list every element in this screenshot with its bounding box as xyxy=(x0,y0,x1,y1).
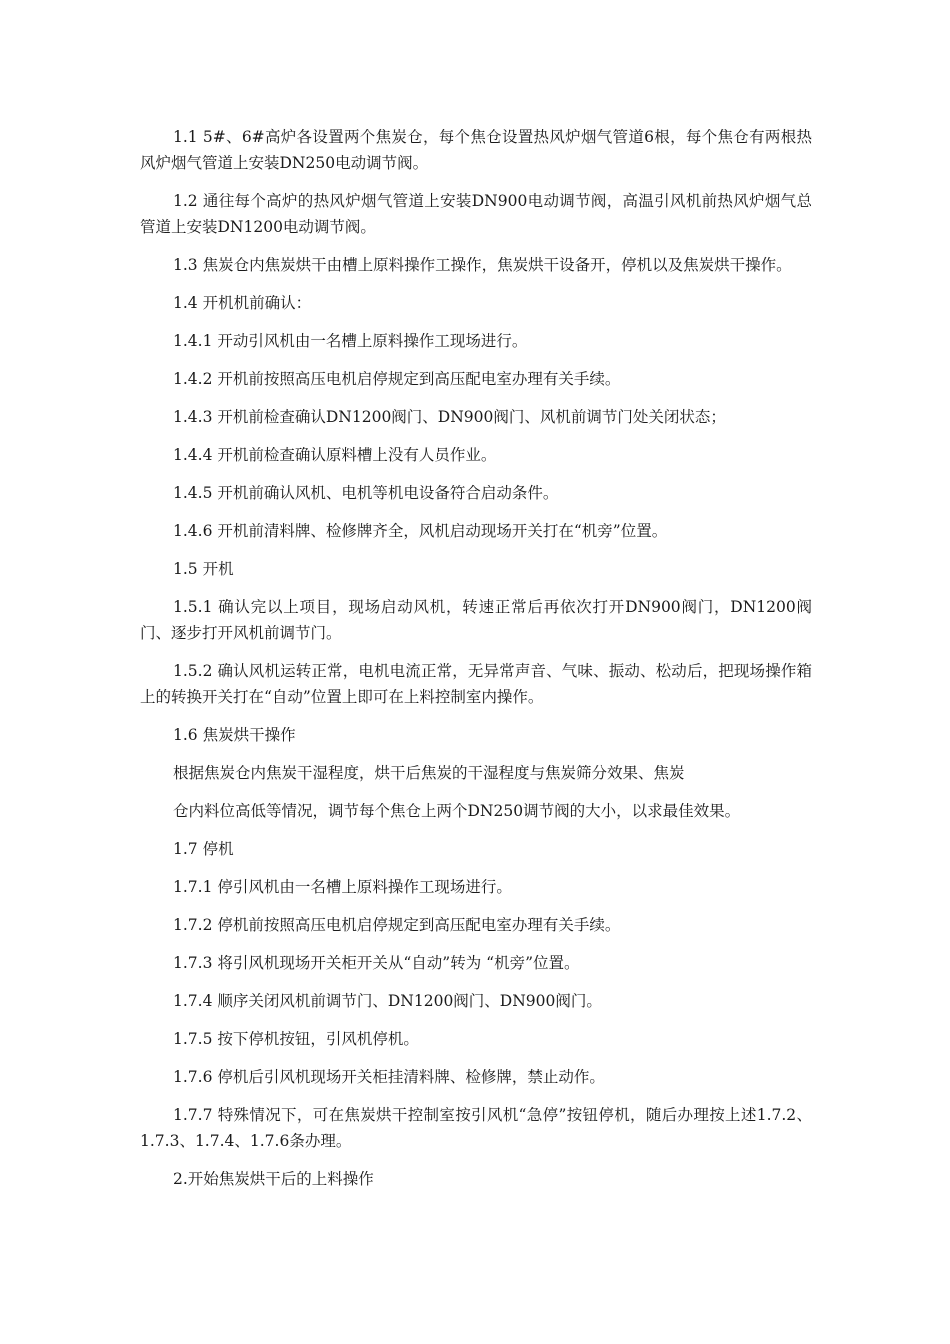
paragraph-1-5-2: 1.5.2 确认风机运转正常，电机电流正常，无异常声音、气味、振动、松动后，把现场操作箱上的转换开关打在“自动”位置上即可在上料控制室内操作。 xyxy=(140,662,812,706)
paragraph-1-4-5: 1.4.5 开机前确认风机、电机等机电设备符合启动条件。 xyxy=(173,484,559,502)
document-body xyxy=(140,124,812,1204)
paragraph-1-6-a: 根据焦炭仓内焦炭干湿程度，烘干后焦炭的干湿程度与焦炭筛分效果、焦炭 xyxy=(173,764,685,782)
heading-2: 2.开始焦炭烘干后的上料操作 xyxy=(173,1170,374,1188)
paragraph-1-4-2: 1.4.2 开机前按照高压电机启停规定到高压配电室办理有关手续。 xyxy=(173,370,621,388)
heading-1-6: 1.6 焦炭烘干操作 xyxy=(173,726,296,744)
heading-1-7: 1.7 停机 xyxy=(173,840,234,858)
paragraph-1-7-5: 1.7.5 按下停机按钮，引风机停机。 xyxy=(173,1030,419,1048)
paragraph-1-4-6: 1.4.6 开机前清料牌、检修牌齐全，风机启动现场开关打在“机旁”位置。 xyxy=(173,522,668,540)
paragraph-1-7-2: 1.7.2 停机前按照高压电机启停规定到高压配电室办理有关手续。 xyxy=(173,916,621,934)
paragraph-1-7-4: 1.7.4 顺序关闭风机前调节门、DN1200阀门、DN900阀门。 xyxy=(173,992,602,1010)
paragraph-1-7-6: 1.7.6 停机后引风机现场开关柜挂清料牌、检修牌，禁止动作。 xyxy=(173,1068,605,1086)
paragraph-1-7-1: 1.7.1 停引风机由一名槽上原料操作工现场进行。 xyxy=(173,878,512,896)
paragraph-1-7-3: 1.7.3 将引风机现场开关柜开关从“自动”转为 “机旁”位置。 xyxy=(173,954,580,972)
heading-1-4: 1.4 开机机前确认： xyxy=(173,294,312,312)
paragraph-1-6-b: 仓内料位高低等情况，调节每个焦仓上两个DN250调节阀的大小，以求最佳效果。 xyxy=(173,802,741,820)
paragraph-1-5-1: 1.5.1 确认完以上项目，现场启动风机，转速正常后再依次打开DN900阀门，DN1200阀门、逐步打开风机前调节门。 xyxy=(140,598,812,642)
paragraph-1-4-3: 1.4.3 开机前检查确认DN1200阀门、DN900阀门、风机前调节门处关闭状态； xyxy=(173,408,726,426)
paragraph-1-4-1: 1.4.1 开动引风机由一名槽上原料操作工现场进行。 xyxy=(173,332,528,350)
paragraph-1-3: 1.3 焦炭仓内焦炭烘干由槽上原料操作工操作，焦炭烘干设备开，停机以及焦炭烘干操作。 xyxy=(173,256,792,274)
paragraph-1-4-4: 1.4.4 开机前检查确认原料槽上没有人员作业。 xyxy=(173,446,497,464)
paragraph-1-7-7: 1.7.7 特殊情况下，可在焦炭烘干控制室按引风机“急停”按钮停机，随后办理按上述1.7.2、1.7.3、1.7.4、1.7.6条办理。 xyxy=(140,1106,812,1150)
heading-1-5: 1.5 开机 xyxy=(173,560,234,578)
paragraph-1-1: 1.1 5#、6#高炉各设置两个焦炭仓，每个焦仓设置热风炉烟气管道6根，每个焦仓有两根热风炉烟气管道上安装DN250电动调节阀。 xyxy=(140,128,812,172)
paragraph-1-2: 1.2 通往每个高炉的热风炉烟气管道上安装DN900电动调节阀，高温引风机前热风炉烟气总管道上安装DN1200电动调节阀。 xyxy=(140,192,812,236)
